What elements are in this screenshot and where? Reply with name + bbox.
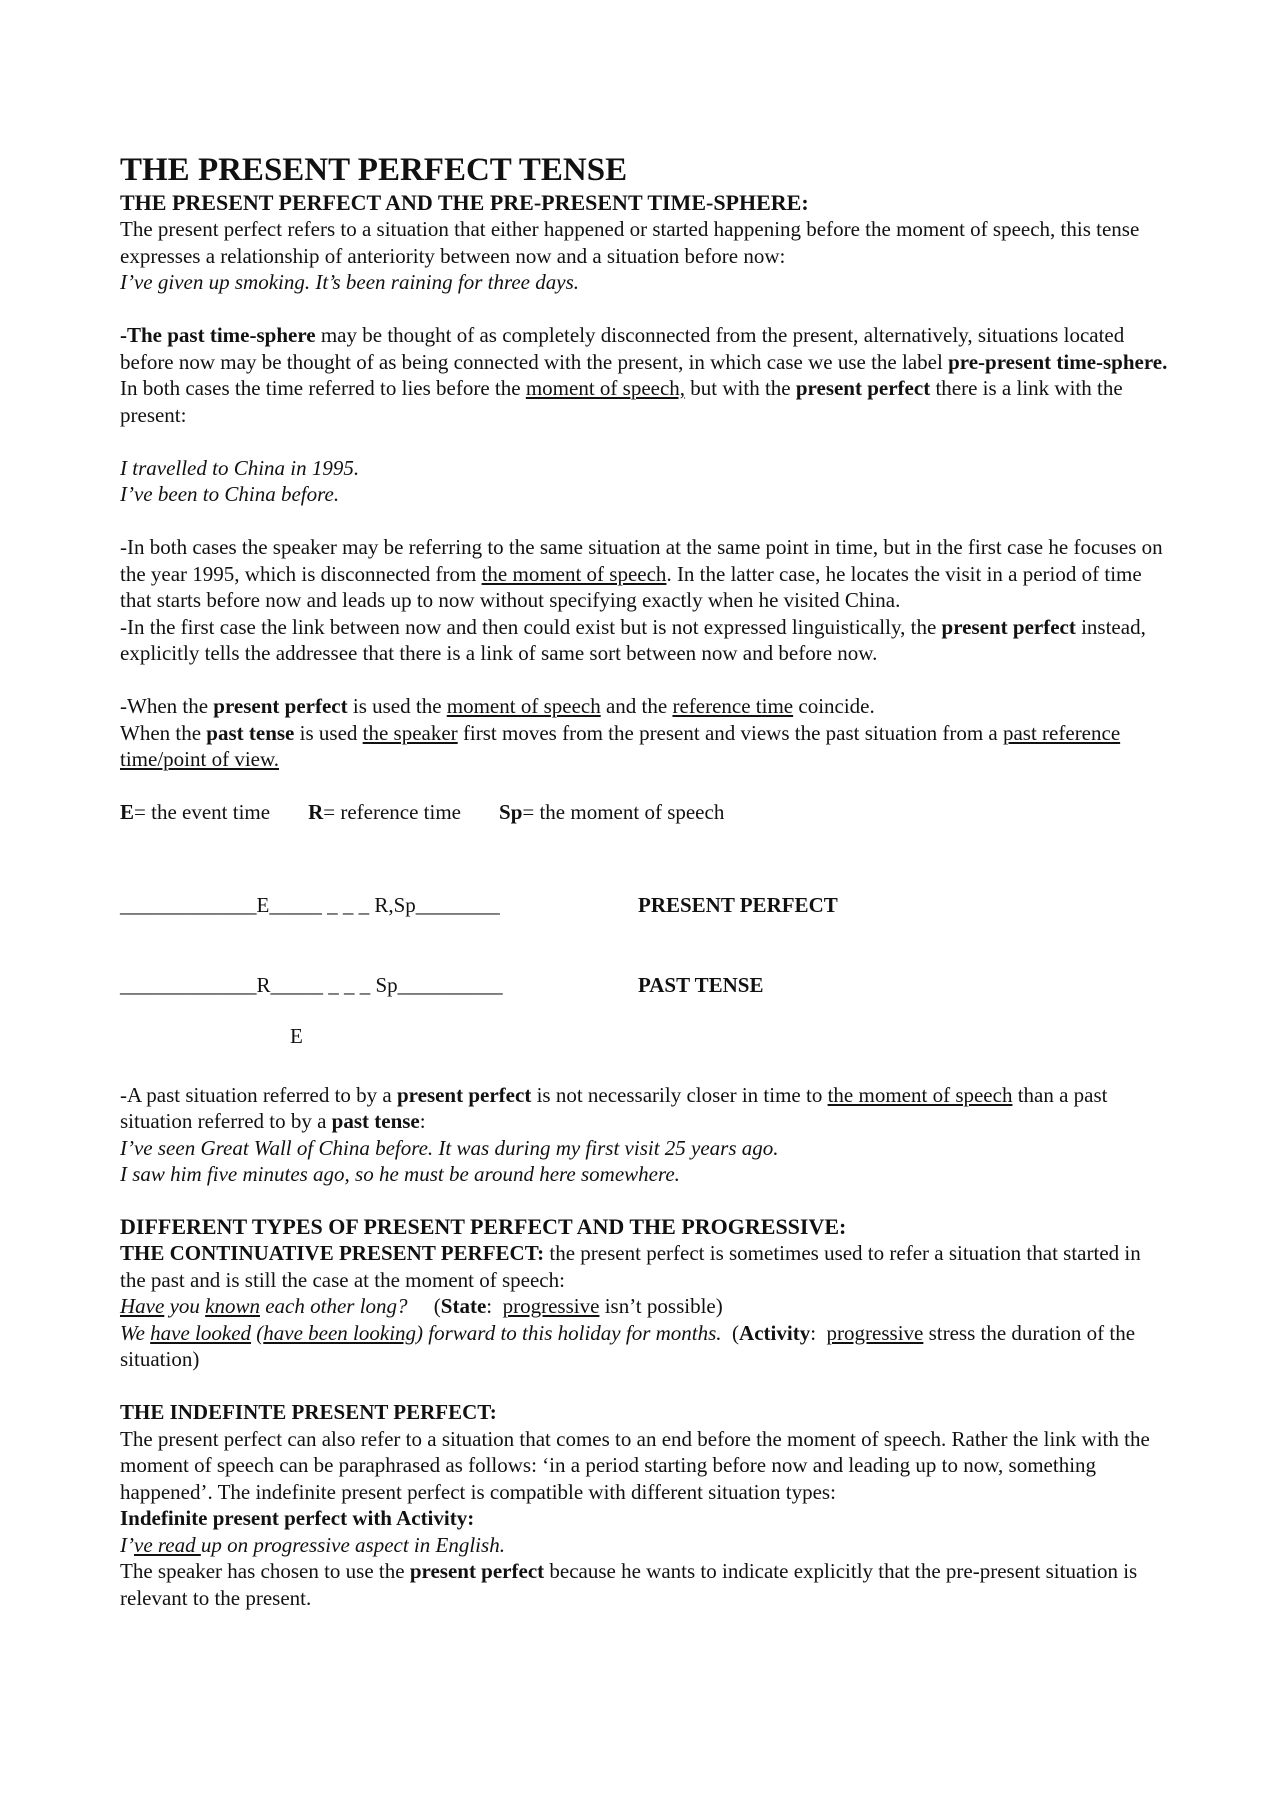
indefinite-explanation: The speaker has chosen to use the present perfect because he wants to indicate explicitly that the pre-present situation is relevant to the present. [120,1559,1138,1610]
timeline-diagram [120,892,1170,1082]
example-line: I travelled to China in 1995. [120,455,360,480]
label-present-perfect: PRESENT PERFECT [638,892,838,917]
reference-time-paragraph: -When the present perfect is used the moment of speech and the reference time coincide. [120,694,875,718]
time-sphere-paragraph: -The past time-sphere may be thought of as completely disconnected from the present, alternatively, situations located before now may be thought of as being connected with the present, in which case we use the label pre-present time-sphere. In both cases the time referred to lies before the moment of speech, but with the present perfect there is a link with the present: [120,323,1168,427]
closeness-paragraph: -A past situation referred to by a present perfect is not necessarily closer in time to the moment of speech than a past situation referred to by a past tense: [120,1082,1108,1133]
section-heading-pre-present: THE PRESENT PERFECT AND THE PRE-PRESENT TIME-SPHERE: [120,190,809,215]
timeline-past-tense: _____________R_____ _ _ _ Sp__________ [120,972,503,997]
document-page [120,150,1170,1611]
link-paragraph: -In the first case the link between now and then could exist but is not expressed linguistically, the present perfect instead, explicitly tells the addressee that there is a link of same sort between now and before now. [120,614,1146,665]
continuative-example-state: Have you known each other long? (State: progressive isn’t possible) [120,1294,723,1318]
label-past-tense: PAST TENSE [638,972,764,997]
past-tense-paragraph: When the past tense is used the speaker first moves from the present and views the past situation from a past reference time/point of view. [120,720,1121,771]
intro-paragraph: The present perfect refers to a situation that either happened or started happening before the moment of speech, this tense expresses a relationship of anteriority between now and a situation before now: [120,217,1140,268]
example-line: I’ve seen Great Wall of China before. It was during my first visit 25 years ago. [120,1135,779,1160]
continuative-paragraph: THE CONTINUATIVE PRESENT PERFECT: the present perfect is sometimes used to refer a situation that started in the past and is still the case at the moment of speech: [120,1241,1141,1292]
intro-examples: I’ve given up smoking. It’s been raining for three days. [120,270,579,294]
example-line: I saw him five minutes ago, so he must be around here somewhere. [120,1162,680,1186]
indefinite-example: I’ve read up on progressive aspect in English. [120,1532,505,1557]
section-heading-types: DIFFERENT TYPES OF PRESENT PERFECT AND THE PROGRESSIVE: [120,1214,847,1239]
legend-speech: Sp= the moment of speech [499,800,725,824]
comparison-paragraph: -In both cases the speaker may be referring to the same situation at the same point in time, but in the first case he focuses on the year 1995, which is disconnected from the moment of speech. In the latter case, he locates the visit in a period of time that starts before now and leads up to now without specifying exactly when he visited China. [120,535,1163,612]
timeline-present-perfect: _____________E_____ _ _ _ R,Sp________ [120,892,500,917]
event-marker: E [290,1023,303,1048]
indefinite-activity-heading: Indefinite present perfect with Activity: [120,1506,475,1530]
legend-event: E= the event time [120,800,271,824]
indefinite-paragraph: The present perfect can also refer to a situation that comes to an end before the moment of speech. Rather the link with the moment of speech can be paraphrased as follows: ‘in a period starting before now and leading up to now, something happened’. The indefinite present perfect is compatible with different situation types: [120,1426,1150,1504]
continuative-example-activity: We have looked (have been looking) forward to this holiday for months. (Activity: progressive stress the duration of the situation) [120,1320,1136,1371]
page-title: THE PRESENT PERFECT TENSE [120,152,628,188]
legend [120,799,1170,826]
legend-reference: R= reference time [308,800,462,824]
example-line: I’ve been to China before. [120,482,340,506]
section-heading-indefinite: THE INDEFINTE PRESENT PERFECT: [120,1400,497,1424]
